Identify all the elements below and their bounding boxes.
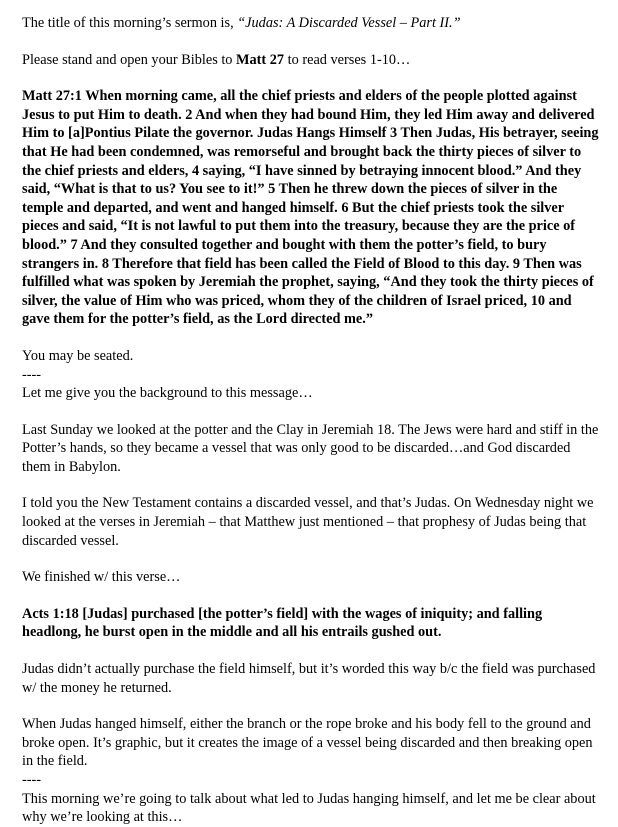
paragraph-new-testament: I told you the New Testament contains a discarded vessel, and that’s Judas. On Wednesday night we looked at the verses in Jeremiah – that Matthew just mentioned – that prophesy of Judas being that discarded vessel. (22, 495, 594, 549)
sermon-title-prefix: The title of this morning’s sermon is, (22, 15, 238, 31)
open-bibles-after: to read verses 1-10… (284, 51, 411, 68)
section-divider-2: ---- (22, 772, 42, 788)
background-intro: Let me give you the background to this message… (22, 385, 313, 402)
scripture-acts-1-18: Acts 1:18 [Judas] purchased [the potter’s field] with the wages of iniquity; and falling headlong, he burst open in the middle and all his entrails gushed out. (22, 605, 543, 641)
paragraph-purchase-note: Judas didn’t actually purchase the field himself, but it’s worded this way b/c the field was purchased w/ the money he returned. (22, 661, 596, 696)
open-bibles-reference: Matt 27 (236, 51, 285, 68)
scripture-matthew-27: Matt 27:1 When morning came, all the chief priests and elders of the people plotted against Jesus to put Him to death. 2 And when they had bound Him, they led Him away and delivered Him to [a]Pontius Pilate the governor. Judas Hangs Himself 3 Then Judas, His betrayer, seeing that He had been condemned, was remorseful and brought back the thirty pieces of silver to the chief priests and elders, 4 saying, “I have sinned by betraying innocent blood.” And they said, “What is that to us? You see to it!” 5 Then he threw down the pieces of silver in the temple and departed, and went and hanged himself. 6 But the chief priests took the silver pieces and said, “It is not lawful to put them into the treasury, because they are the price of blood.” 7 And they consulted together and bought with them the potter’s field, to bury strangers in. 8 Therefore that field has been called the Field of Blood to this day. 9 Then was fulfilled what was spoken by Jeremiah the prophet, saying, “And they took the thirty pieces of silver, the value of Him who was priced, whom they of the children of Israel priced, 10 and gave them for the potter’s field, as the Lord directed me.” (22, 88, 599, 328)
sermon-title-line (22, 14, 600, 33)
sermon-title: “Judas: A Discarded Vessel – Part II.” (237, 15, 461, 31)
paragraph-hanged: When Judas hanged himself, either the branch or the rope broke and his body fell to the ground and broke open. It’s graphic, but it creates the image of a vessel being discarded and then breaking open in the field. (22, 716, 593, 770)
paragraph-last-sunday: Last Sunday we looked at the potter and the Clay in Jeremiah 18. The Jews were hard and stiff in the Potter’s hands, so they became a vessel that was only good to be discarded…and God discarded them in Babylon. (22, 421, 599, 475)
seated-instruction: You may be seated. (22, 347, 134, 364)
paragraph-finished-verse: We finished w/ this verse… (22, 569, 181, 586)
open-bibles-before: Please stand and open your Bibles to (22, 51, 237, 68)
section-divider: ---- (22, 366, 42, 383)
paragraph-this-morning: This morning we’re going to talk about what led to Judas hanging himself, and let me be clear about why we’re looking at this… (22, 790, 596, 826)
open-bibles-instruction (22, 51, 600, 70)
